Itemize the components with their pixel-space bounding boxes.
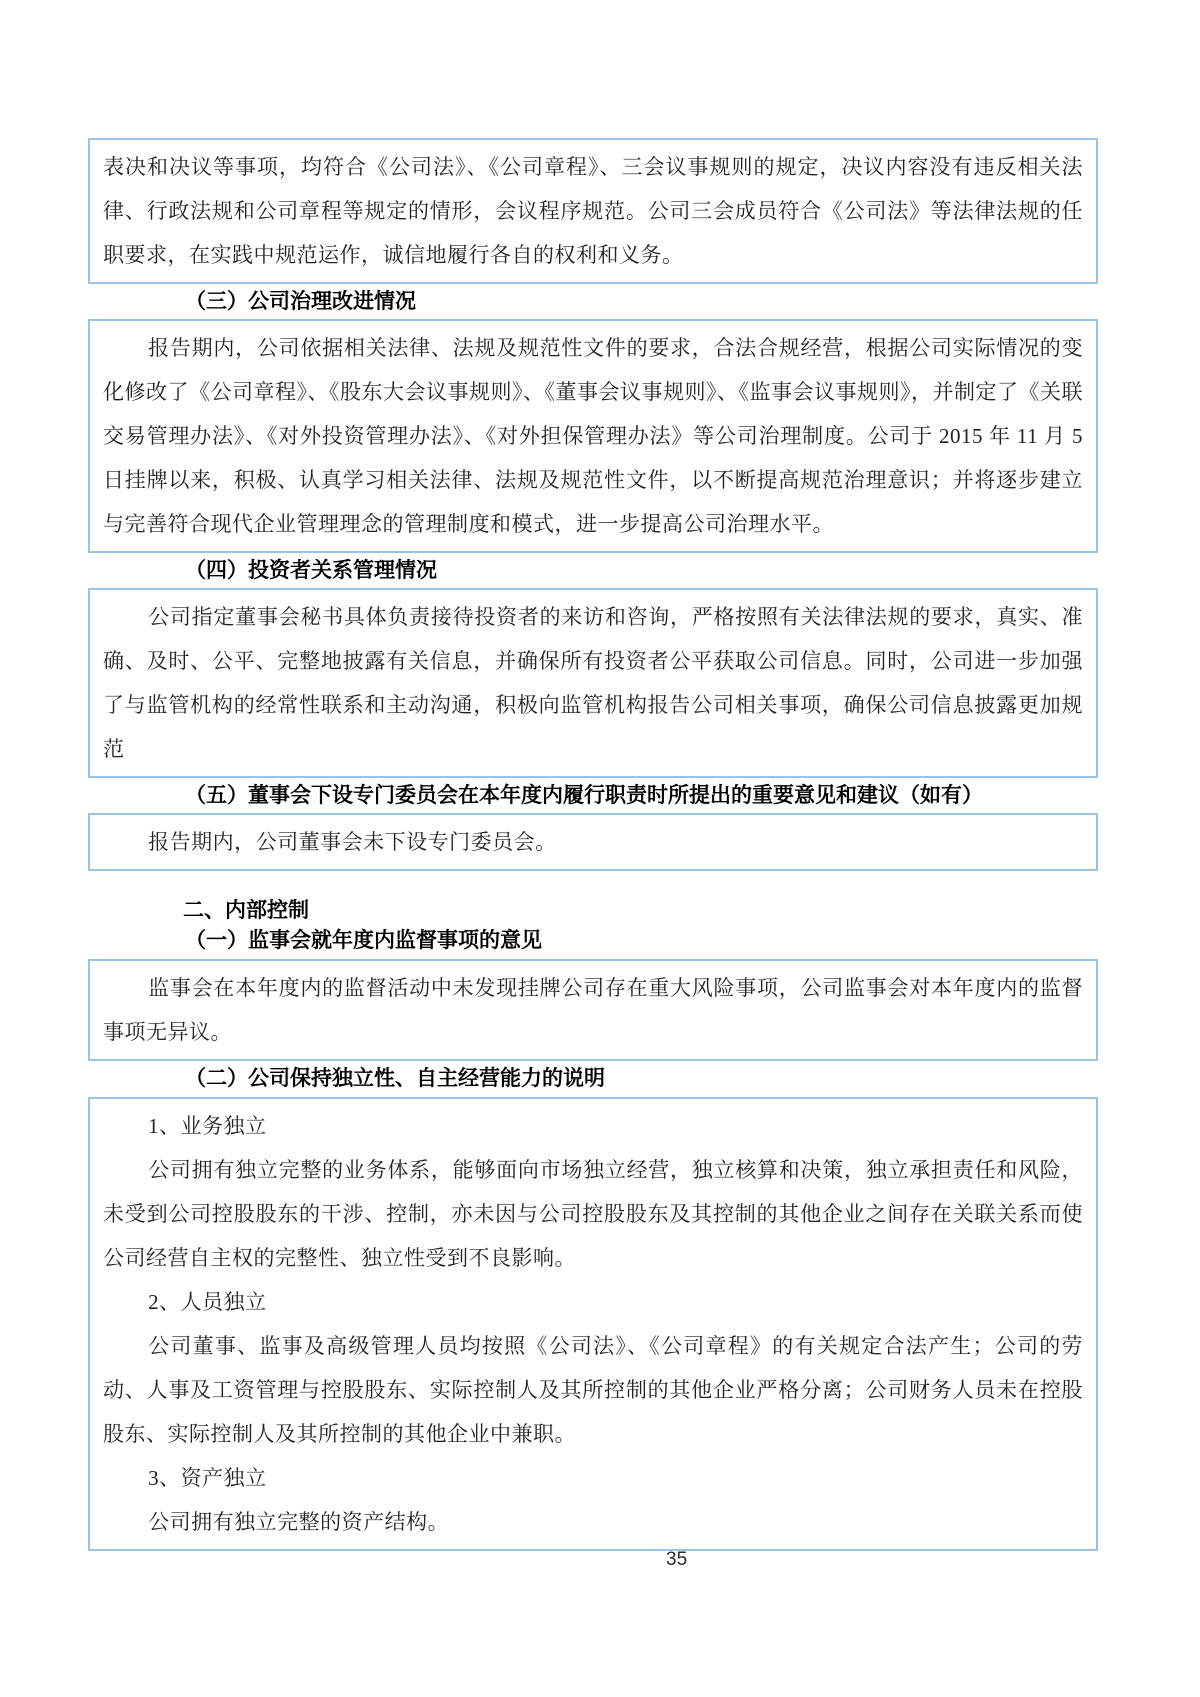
text-box-governance-improvement: [88, 319, 1098, 553]
heading-independence-statement: （二）公司保持独立性、自主经营能力的说明: [185, 1067, 605, 1090]
paragraph: 公司董事、监事及高级管理人员均按照《公司法》、《公司章程》的有关规定合法产生；公司的劳动、人事及工资管理与控股股东、实际控制人及其所控制的其他企业严格分离；公司财务人员未在控股股东、实际控制人及其所控制的其他企业中兼职。: [103, 1334, 1083, 1446]
paragraph: 公司拥有独立完整的资产结构。: [148, 1510, 450, 1534]
paragraph: 公司拥有独立完整的业务体系，能够面向市场独立经营，独立核算和决策，独立承担责任和风险，未受到公司控股股东的干涉、控制，亦未因与公司控股股东及其控制的其他企业之间存在关联关系而使公司经营自主权的完整性、独立性受到不良影响。: [103, 1158, 1083, 1270]
subheading-asset-independence: 3、资产独立: [148, 1466, 267, 1490]
heading-special-committees: （五）董事会下设专门委员会在本年度内履行职责时所提出的重要意见和建议（如有）: [185, 784, 983, 807]
heading-governance-improvement: （三）公司治理改进情况: [185, 290, 416, 313]
paragraph: 监事会在本年度内的监督活动中未发现挂牌公司存在重大风险事项，公司监事会对本年度内的监督事项无异议。: [103, 976, 1083, 1044]
page-number: 35: [666, 1549, 688, 1570]
paragraph: 报告期内，公司依据相关法律、法规及规范性文件的要求，合法合规经营，根据公司实际情况的变化修改了《公司章程》、《股东大会议事规则》、《董事会议事规则》、《监事会议事规则》，并制定了《关联交易管理办法》、《对外投资管理办法》、《对外担保管理办法》等公司治理制度。公司于 2015 年 11 月 5 日挂牌以来，积极、认真学习相关法律、法规及规范性文件，以不断提高规范治理意识；并将逐步建立与完善符合现代企业管理理念的管理制度和模式，进一步提高公司治理水平。: [103, 336, 1083, 536]
subheading-business-independence: 1、业务独立: [148, 1114, 267, 1138]
section-heading-internal-control: 二、内部控制: [183, 899, 309, 922]
text-box-independence-statement: [88, 1097, 1098, 1551]
text-box-special-committees: [88, 813, 1098, 871]
paragraph: 报告期内，公司董事会未下设专门委员会。: [148, 830, 557, 854]
text-box-supervisory-board-opinion: [88, 959, 1098, 1061]
text-box-governance-continuation: [88, 138, 1098, 284]
heading-supervisory-board-opinion: （一）监事会就年度内监督事项的意见: [185, 929, 542, 952]
heading-investor-relations: （四）投资者关系管理情况: [185, 559, 437, 582]
page-content: [88, 138, 1098, 1551]
paragraph: 表决和决议等事项，均符合《公司法》、《公司章程》、三会议事规则的规定，决议内容没有违反相关法律、行政法规和公司章程等规定的情形，会议程序规范。公司三会成员符合《公司法》等法律法规的任职要求，在实践中规范运作，诚信地履行各自的权利和义务。: [103, 155, 1083, 267]
text-box-investor-relations: [88, 588, 1098, 778]
subheading-personnel-independence: 2、人员独立: [148, 1290, 267, 1314]
paragraph: 公司指定董事会秘书具体负责接待投资者的来访和咨询，严格按照有关法律法规的要求，真实、准确、及时、公平、完整地披露有关信息，并确保所有投资者公平获取公司信息。同时，公司进一步加强了与监管机构的经常性联系和主动沟通，积极向监管机构报告公司相关事项，确保公司信息披露更加规范: [103, 605, 1083, 761]
